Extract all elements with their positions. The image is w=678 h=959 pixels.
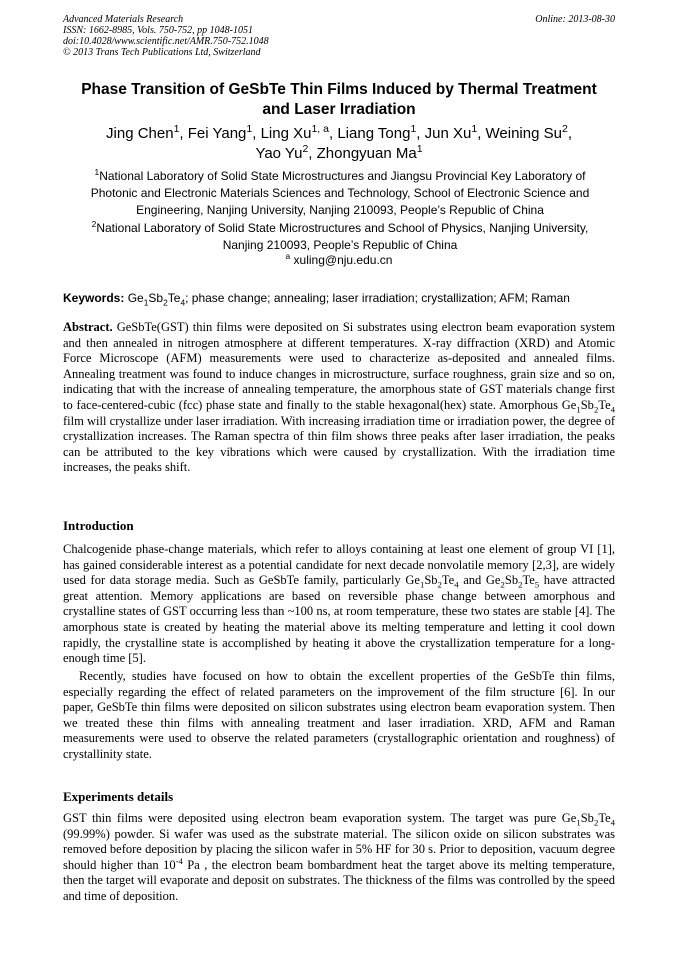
formula-subscript: 1 <box>576 817 581 828</box>
paragraph-text: Sb <box>424 573 438 588</box>
title-line-2: and Laser Irradiation <box>262 101 416 118</box>
issn-line: ISSN: 1662-8985, Vols. 750-752, pp 1048-1051 <box>63 25 253 36</box>
paragraph-text: Te <box>522 573 535 588</box>
title-line-1: Phase Transition of GeSbTe Thin Films Induced by Thermal Treatment <box>81 81 597 98</box>
paragraph-text: and Ge <box>458 573 501 588</box>
author-name: Weining Su <box>485 125 562 142</box>
author-affiliation-mark: 2 <box>561 123 568 135</box>
formula-subscript: 2 <box>518 579 523 590</box>
exponent-superscript: -4 <box>175 855 183 866</box>
affiliation-2 <box>70 220 610 254</box>
abstract-text: Sb <box>580 397 594 412</box>
formula-subscript: 4 <box>610 404 615 415</box>
online-date: Online: 2013-08-30 <box>535 14 615 25</box>
author-name: Zhongyuan Ma <box>316 145 417 162</box>
paragraph-text: Pa , the electron beam bombardment heat the target above its melting temperature, then the target will evaporate and deposit on substrates. The thickness of the films was controlled by the speed and time of deposition. <box>63 857 616 903</box>
affiliation-mark: 1 <box>94 167 100 177</box>
formula-subscript: 4 <box>610 817 615 828</box>
experiments-heading: Experiments details <box>63 789 174 804</box>
author-name: Jing Chen <box>106 125 174 142</box>
formula-subscript: 1 <box>143 297 149 308</box>
abstract-text: GeSbTe(GST) thin films were deposited on Si substrates using electron beam evaporation system and then annealed in nitrogen atmosphere at different temperatures. X-ray diffraction (XRD) and Atomic Force Microscope (AFM) measurements were used to characterize as-deposited and annealed films. Annealing treatment was found to induce changes in microstructure, surface roughness, grain size and so on, indicating that with the increase of annealing temperature, the amorphous state of GST materials change first to face-centered-cubic (fcc) phase state and finally to the stable hexagonal(hex) state. Amorphous Ge <box>63 320 615 412</box>
formula-subscript: 2 <box>500 579 505 590</box>
abstract-text: film will crystallize under laser irradiation. With increasing irradiation time or irradiation power, the degree of crystallization increases. The Raman spectra of thin film shows three peaks after laser irradiation, the peaks can be attributed to the key vibrations which were caused by crystallization. With the irradiation time increases, the peaks shift. <box>63 413 615 475</box>
journal-header <box>63 14 615 58</box>
formula-subscript: 2 <box>437 579 442 590</box>
paragraph-text: Chalcogenide phase-change materials, which refer to alloys containing at least one element of group VI [1], has gained considerable interest as a potential candidate for next decade nonvolatile memory [2,3], are widely used for data storage media. Such as GeSbTe family, particularly Ge <box>63 542 615 588</box>
keywords-list: ; phase change; annealing; laser irradiation; crystallization; AFM; Raman <box>185 291 570 305</box>
introduction-paragraph-2: Recently, studies have focused on how to obtain the excellent properties of the GeSbTe thin films, especially regarding the effect of related parameters on the improvement of the film structure [6]. In our paper, GeSbTe thin films were deposited on silicon substrates using electron beam evaporation system. Then we treated these thin films with annealing treatment and laser irradiation. XRD, AFM and Raman measurements were used to observe the related parameters (crystallographic orientation and roughness) of crystallinity state. <box>63 669 615 761</box>
author-affiliation-mark: 1 <box>471 123 478 135</box>
affiliation-text: National Laboratory of Solid State Microstructures and Jiangsu Provincial Key Laboratory of Photonic and Electronic Materials Sciences and Technology, School of Electronic Science and Engineering, Nanjing University, Nanjing 210093, People’s Republic of China <box>90 169 590 217</box>
formula-subscript: 2 <box>593 404 599 415</box>
paragraph-text: (99.99%) powder. Si wafer was used as the substrate material. The silicon oxide on silicon substrates was removed before deposition by placing the silicon wafer in 5% HF for 30 s. Prior to deposition, vacuum degree should higher than 10 <box>63 826 615 872</box>
author-affiliation-mark: 2 <box>302 143 309 155</box>
paragraph-text: Te <box>598 811 611 825</box>
author-name: Jun Xu <box>424 125 472 142</box>
paragraph-text: Te <box>441 573 455 588</box>
formula-subscript: 4 <box>454 579 459 590</box>
keyword-formula: Ge <box>127 291 144 305</box>
contact-email <box>63 253 615 267</box>
author-affiliation-mark: 1 <box>410 123 417 135</box>
email-mark: a <box>285 251 291 261</box>
author-name: Fei Yang <box>187 125 247 142</box>
author-affiliation-mark: 1 <box>416 143 423 155</box>
author-name: Ling Xu <box>260 125 312 142</box>
affiliation-mark: 2 <box>91 219 97 229</box>
journal-name: Advanced Materials Research <box>63 14 184 25</box>
author-list: Jing Chen$^1$, Fei Yang$^1$, Ling Xu$^{1, a}$, Liang Tong$^1$, Jun Xu$^1$, Weining Su$^2$, Yao Yu$^2$, Zhongyuan Ma$^1$ <box>106 123 572 162</box>
affiliation-text: National Laboratory of Solid State Microstructures and School of Physics, Nanjing University, Nanjing 210093, People’s Republic of China <box>96 221 589 252</box>
paragraph-text: GST thin films were deposited using electron beam evaporation system. The target was pure Ge <box>63 811 577 825</box>
introduction-paragraph-1 <box>63 542 615 667</box>
keyword-formula: Sb <box>148 291 164 305</box>
paragraph-text: have attracted great attention. Memory applications are based on reversible phase change between amorphous and crystalline states of GST occurring less than ~100 ns, at room temperature, these two states are stable [4]. The amorphous state is created by heating the material above its melting temperature and letting it cool down rapidly, the crystalline state is accomplished by heating it above the crystallization temperature for a long-enough time [5]. <box>63 573 616 666</box>
paper-title <box>63 80 615 120</box>
formula-subscript: 1 <box>419 579 425 590</box>
formula-subscript: 5 <box>534 579 540 590</box>
formula-subscript: 4 <box>180 297 186 308</box>
copyright-line: © 2013 Trans Tech Publications Ltd, Switzerland <box>63 47 261 58</box>
abstract-text: Te <box>598 397 611 412</box>
author-name: Yao Yu <box>255 145 303 162</box>
doi-line: doi:10.4028/www.scientific.net/AMR.750-752.1048 <box>63 36 269 47</box>
author-affiliation-mark: 1 <box>173 123 180 135</box>
keywords-label: Keywords: <box>63 291 125 305</box>
formula-subscript: 1 <box>576 404 581 415</box>
abstract-label: Abstract. <box>63 320 113 334</box>
introduction-heading: Introduction <box>63 518 134 533</box>
affiliation-1 <box>70 168 610 219</box>
keywords-line <box>63 290 615 306</box>
email-address: xuling@nju.edu.cn <box>293 253 393 267</box>
author-affiliation-mark: 1, a <box>311 123 329 135</box>
abstract-paragraph <box>63 320 615 476</box>
formula-subscript: 2 <box>593 817 599 828</box>
author-name: Liang Tong <box>337 125 411 142</box>
keyword-formula: Te <box>167 291 181 305</box>
paragraph-text: Sb <box>504 573 519 588</box>
formula-subscript: 2 <box>163 297 168 308</box>
experiments-paragraph <box>63 811 615 905</box>
author-affiliation-mark: 1 <box>246 123 253 135</box>
paragraph-text: Sb <box>580 811 594 825</box>
